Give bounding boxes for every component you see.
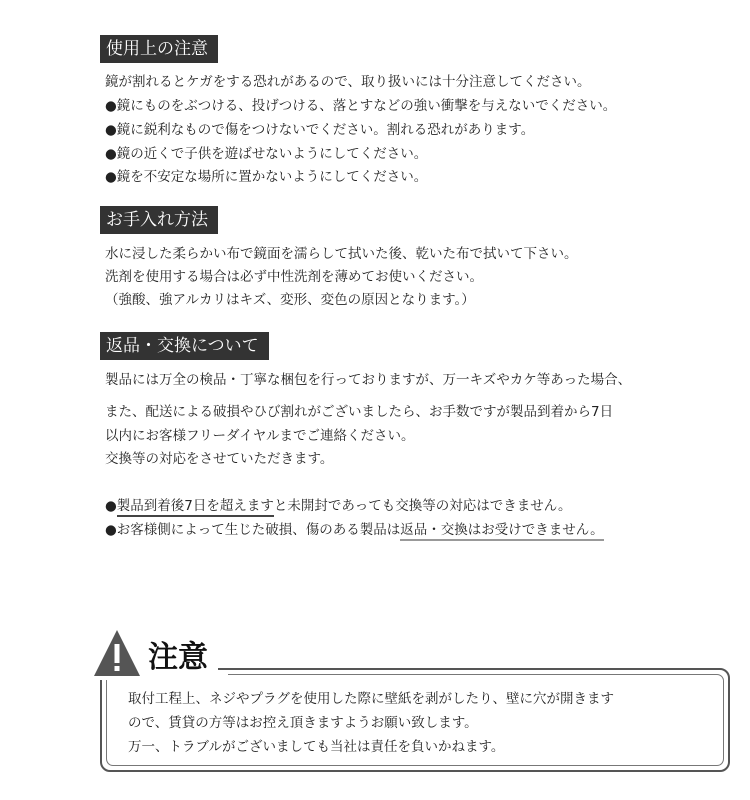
section-header-care: お手入れ方法 xyxy=(100,206,218,234)
caution-title: 注意 xyxy=(148,640,208,675)
usage-line: ●鏡に鋭利なもので傷をつけないでください。割れる恐れがあります。 xyxy=(105,122,535,138)
returns-line: 以内にお客様フリーダイヤルまでご連絡ください。 xyxy=(105,428,415,444)
caution-line: 取付工程上、ネジやプラグを使用した際に壁紙を剥がしたり、壁に穴が開きます xyxy=(128,691,614,707)
caution-title-rule xyxy=(218,668,712,670)
usage-line: ●鏡を不安定な場所に置かないようにしてください。 xyxy=(105,169,428,185)
note-text: と未開封であっても交換等の対応はできません。 xyxy=(273,498,572,514)
section-header-returns: 返品・交換について xyxy=(100,332,269,360)
note-text: ●お客様側によって生じた破損、傷のある製品は xyxy=(105,522,401,538)
returns-note-damage xyxy=(105,521,604,539)
section-header-usage: 使用上の注意 xyxy=(100,35,218,63)
warning-icon xyxy=(92,628,142,680)
caution-line: ので、賃貸の方等はお控え頂きますようお願い致します。 xyxy=(128,715,478,731)
note-underlined-text: 製品到着後7日を超えます xyxy=(117,498,274,517)
returns-line: また、配送による破損やひび割れがございましたら、お手数ですが製品到着から7日 xyxy=(105,404,614,420)
usage-line: ●鏡の近くで子供を遊ばせないようにしてください。 xyxy=(105,146,428,162)
usage-line: ●鏡にものをぶつける、投げつける、落とすなどの強い衝撃を与えないでください。 xyxy=(105,98,617,114)
returns-note-deadline xyxy=(105,497,572,515)
care-line: 水に浸した柔らかい布で鏡面を濡らして拭いた後、乾いた布で拭いて下さい。 xyxy=(105,246,578,262)
returns-line: 製品には万全の検品・丁寧な梱包を行っておりますが、万一キズやカケ等あった場合、 xyxy=(105,372,632,388)
returns-line: 交換等の対応をさせていただきます。 xyxy=(105,451,334,467)
caution-line: 万一、トラブルがございましても当社は責任を負いかねます。 xyxy=(128,739,505,755)
usage-line: 鏡が割れるとケガをする恐れがあるので、取り扱いには十分注意してください。 xyxy=(105,74,591,90)
care-line: 洗剤を使用する場合は必ず中性洗剤を薄めてお使いください。 xyxy=(105,269,483,285)
note-underlined-text: 返品・交換はお受けできません。 xyxy=(400,522,603,541)
note-bullet: ● xyxy=(105,498,117,514)
care-line: （強酸、強アルカリはキズ、変形、変色の原因となります。） xyxy=(105,292,475,308)
